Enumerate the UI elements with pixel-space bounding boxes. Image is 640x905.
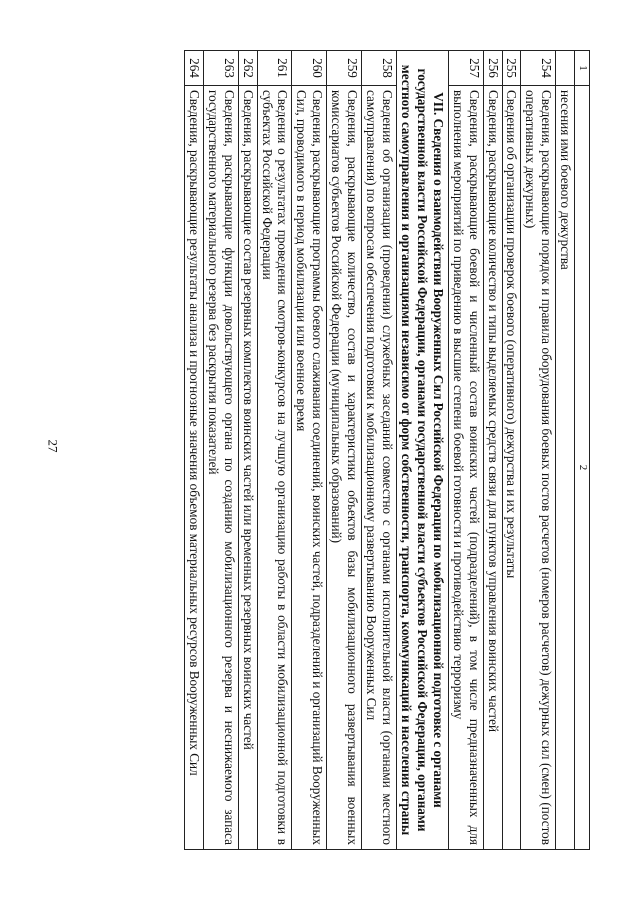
table-row <box>185 51 204 850</box>
table-row <box>449 51 484 850</box>
header-col-1: 1 <box>575 51 590 86</box>
row-number: 257 <box>449 51 484 86</box>
row-text: Сведения, раскрывающие функции довольствующего органа по созданию мобилизационного резерва и неснижаемого запаса государственного материального резерва без раскрытия показателей <box>204 86 239 850</box>
row-text: Сведения, раскрывающие состав резервных комплектов воинских частей или временных резервных воинских частей <box>238 86 257 850</box>
table-row <box>257 51 292 850</box>
document-table-wrapper <box>90 50 590 850</box>
row-text: несения ими боевого дежурства <box>556 86 575 850</box>
row-number: 256 <box>483 51 502 86</box>
row-number: 255 <box>502 51 521 86</box>
row-number <box>556 51 575 86</box>
row-number: 259 <box>327 51 362 86</box>
row-text: Сведения об организации проверок боевого (оперативного) дежурства и их результаты <box>502 86 521 850</box>
row-text: Сведения, раскрывающие результаты анализа и прогнозные значения объемов материальных ресурсов Вооруженных Сил <box>185 86 204 850</box>
row-number: 263 <box>204 51 239 86</box>
table-row <box>204 51 239 850</box>
row-number: 260 <box>292 51 327 86</box>
table-row <box>292 51 327 850</box>
table-header-row <box>575 51 590 850</box>
row-text: Сведения, раскрывающие количество и типы выделяемых средств связи для пунктов управления воинских частей <box>483 86 502 850</box>
row-text: Сведения об организации (проведении) служебных заседаний совместно с органами исполнительной власти (органами местного самоуправления) по вопросам обеспечения подготовки к мобилизационному развертыванию Вооруженных Сил <box>361 86 396 850</box>
section-heading-row <box>396 51 449 850</box>
table-row <box>483 51 502 850</box>
row-text: Сведения, раскрывающие количество, состав и характеристики объектов базы мобилизационного развертывания военных комиссариатов субъектов Российской Федерации (муниципальных образований) <box>327 86 362 850</box>
row-text: Сведения, раскрывающие порядок и правила оборудования боевых постов расчетов (номеров расчетов) дежурных сил (смен) (постов оперативных дежурных) <box>521 86 556 850</box>
row-number: 254 <box>521 51 556 86</box>
table-row <box>238 51 257 850</box>
row-text: Сведения, раскрывающие программы боевого слаживания соединений, воинских частей, подразделений и организаций Вооруженных Сил, проводимого в период мобилизации или военное время <box>292 86 327 850</box>
row-number: 258 <box>361 51 396 86</box>
table-row <box>327 51 362 850</box>
table-row <box>521 51 556 850</box>
table-row <box>361 51 396 850</box>
table-row <box>502 51 521 850</box>
table-row <box>556 51 575 850</box>
row-number: 261 <box>257 51 292 86</box>
row-text: Сведения, раскрывающие боевой и численный состав воинских частей (подразделений), в том числе предназначенных для выполнения мероприятий по приведению в высшие степени боевой готовности и противодействию терроризму <box>449 86 484 850</box>
document-table <box>184 50 590 850</box>
page-number: 27 <box>45 439 61 453</box>
section-heading: VII. Сведения о взаимодействии Вооруженных Сил Российской Федерации по мобилизационной подготовке с органами государственной власти Российской Федерации, органами государственной власти субъектов Российской Федерации, органами местного самоуправления и организациями независимо от форм собственности, транспорта, коммуникаций и населения страны <box>396 51 449 850</box>
row-text: Сведения о результатах проведения смотров-конкурсов на лучшую организацию работы в области мобилизационной подготовки в субъектах Российской Федерации <box>257 86 292 850</box>
header-col-2: 2 <box>575 86 590 850</box>
rotated-table-frame <box>90 50 590 850</box>
row-number: 264 <box>185 51 204 86</box>
row-number: 262 <box>238 51 257 86</box>
